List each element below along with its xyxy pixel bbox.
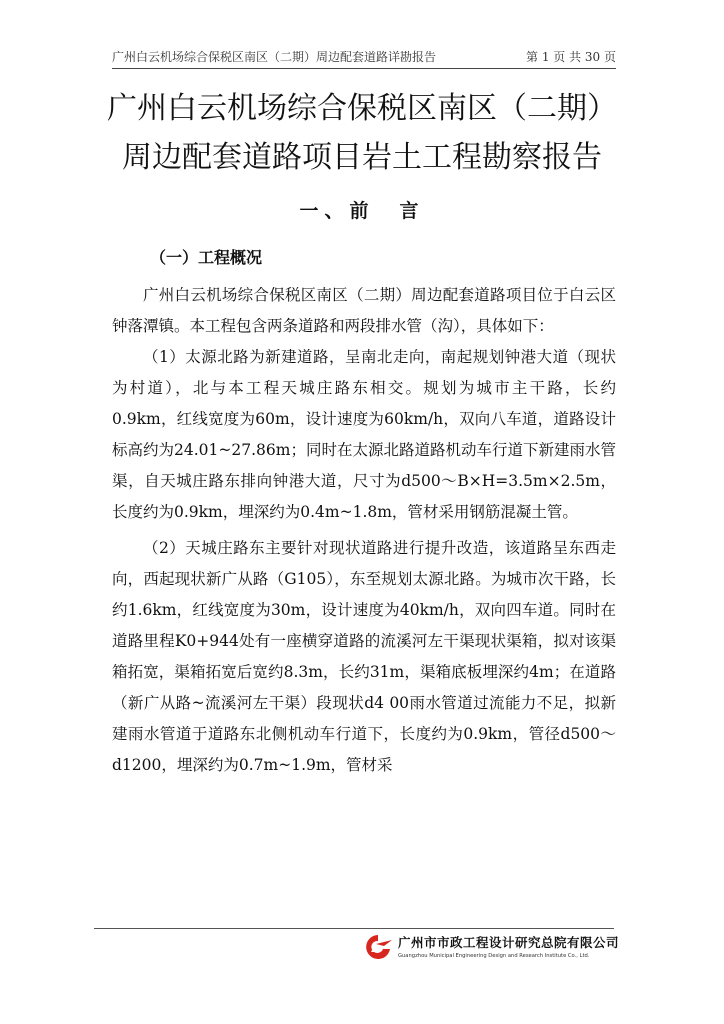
page-footer [362,932,619,960]
paragraph-intro: 广州白云机场综合保税区南区（二期）周边配套道路项目位于白云区钟落潭镇。本工程包含两条道路和两段排水管（沟），具体如下： [112,286,616,335]
footer-org-name-en: Guangzhou Municipal Engineering Design and Research Institute Co., Ltd. [398,953,590,959]
footer-org-name-cn: 广州市市政工程设计研究总院有限公司 [398,935,620,950]
body-text [112,280,616,781]
paragraph-item-1: （1）太源北路为新建道路，呈南北走向，南起规划钟港大道（现状为村道），北与本工程天城庄路东相交。规划为城市主干路，长约0.9km，红线宽度为60m，设计速度为60km/h，双向八车道，道路设计标高约为24.01~27.86m；同时在太源北路道路机动车行道下新建雨水管渠，自天城庄路东排向钟港大道，尺寸为d500～B×H=3.5m×2.5m，长度约为0.9km，埋深约为0.4m~1.8m，管材采用钢筋混凝土管。 [112,348,616,521]
footer-org [398,933,619,959]
page-header [112,48,616,69]
header-report-title: 广州白云机场综合保税区南区（二期）周边配套道路详勘报告 [112,50,437,64]
document-title-line-1: 广州白云机场综合保税区南区（二期） [107,91,617,126]
company-logo-icon [362,932,394,960]
paragraph-item-2: （2）天城庄路东主要针对现状道路进行提升改造，该道路呈东西走向，西起现状新广从路（G105），东至规划太源北路。为城市次干路，长约1.6km，红线宽度为30m，设计速度为40km/h，双向四车道。同时在道路里程K0+944处有一座横穿道路的流溪河左干渠现状渠箱，拟对该渠箱拓宽，渠箱拓宽后宽约8.3m，长约31m，渠箱底板埋深约4m；在道路（新广从路~流溪河左干渠）段现状d4 00雨水管道过流能力不足，拟新建雨水管道于道路东北侧机动车行道下，长度约为0.9km，管径d500～d1200，埋深约为0.7m~1.9m，管材采 [112,539,616,774]
document-title-line-2: 周边配套道路项目岩土工程勘察报告 [122,140,602,175]
footer-divider [94,928,614,929]
header-page-number: 第 1 页 共 30 页 [526,50,616,64]
section-heading: 一、前 言 [299,200,425,222]
subsection-heading: （一）工程概况 [150,248,263,267]
